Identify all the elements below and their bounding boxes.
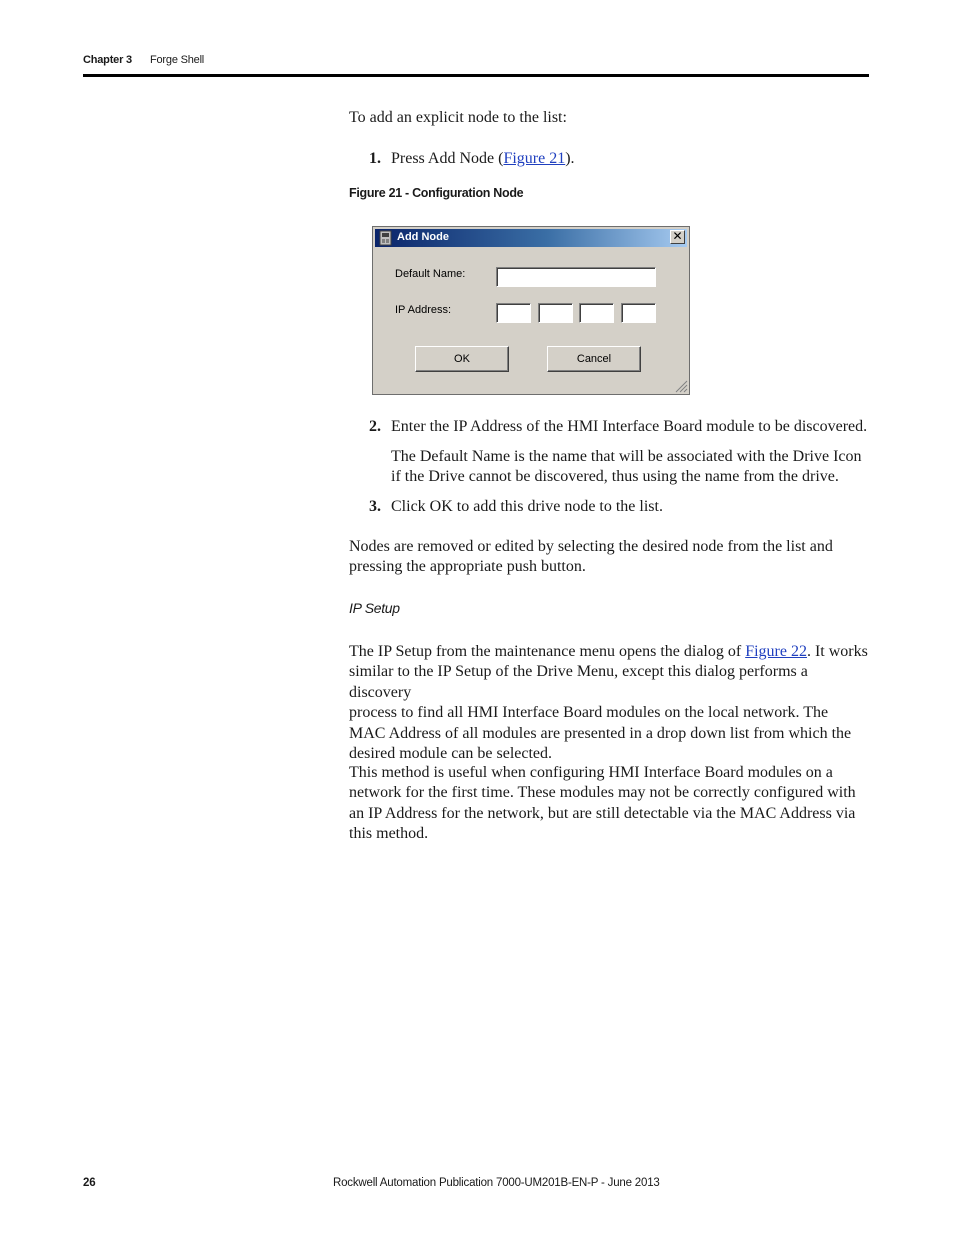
paragraph-line: pressing the appropriate push button.	[349, 558, 586, 576]
line-text: The IP Setup from the maintenance menu opens the dialog of	[349, 643, 746, 660]
paragraph-line: network for the first time. These modules may not be correctly configured with	[349, 784, 856, 802]
ip-octet-4-input[interactable]	[621, 303, 656, 323]
resize-grip-icon[interactable]	[675, 380, 688, 393]
default-name-label: Default Name:	[395, 268, 466, 280]
ip-octet-2-input[interactable]	[538, 303, 573, 323]
ip-octet-3-input[interactable]	[579, 303, 614, 323]
step-text-end: ).	[565, 150, 575, 167]
ip-setup-heading: IP Setup	[349, 600, 400, 616]
paragraph-line: this method.	[349, 825, 429, 843]
intro-text: To add an explicit node to the list:	[349, 109, 567, 126]
paragraph-line: process to find all HMI Interface Board modules on the local network. The	[349, 704, 829, 722]
default-name-input[interactable]	[496, 267, 656, 287]
figure-22-link[interactable]: Figure 22	[745, 643, 807, 660]
ok-button[interactable]: OK	[415, 346, 509, 372]
chapter-title: Forge Shell	[150, 54, 205, 66]
paragraph-line	[349, 642, 869, 662]
note-line: if the Drive cannot be discovered, thus using the name from the drive.	[391, 468, 839, 486]
app-icon	[378, 230, 394, 246]
close-icon[interactable]: ✕	[670, 230, 685, 244]
add-node-dialog	[372, 226, 690, 395]
figure-caption: Figure 21 - Configuration Node	[349, 186, 524, 200]
note-line: The Default Name is the name that will be associated with the Drive Icon	[391, 448, 862, 465]
dialog-title: Add Node	[397, 231, 449, 243]
step-number: 2.	[369, 418, 381, 435]
ip-setup-paragraph	[349, 642, 869, 764]
paragraph-line: an IP Address for the network, but are still detectable via the MAC Address via	[349, 804, 856, 822]
ip-address-label: IP Address:	[395, 304, 452, 316]
paragraph-line: desired module can be selected.	[349, 745, 553, 763]
step-text: Click OK to add this drive node to the list.	[391, 498, 663, 515]
page-number: 26	[83, 1177, 96, 1189]
header-rule	[83, 74, 869, 77]
paragraph-line: similar to the IP Setup of the Drive Menu, except this dialog performs a discovery	[349, 663, 808, 701]
cancel-button[interactable]: Cancel	[547, 346, 641, 372]
default-name-note	[391, 447, 871, 488]
step-number: 1.	[369, 150, 381, 167]
step-3	[369, 497, 663, 517]
step-2	[369, 417, 867, 437]
step-text: Press Add Node (	[391, 150, 504, 167]
step-1	[369, 149, 575, 169]
ip-octet-1-input[interactable]	[496, 303, 531, 323]
line-text-end: . It works	[806, 643, 868, 660]
chapter-label: Chapter 3	[83, 54, 132, 66]
nodes-paragraph	[349, 537, 869, 578]
step-text: Enter the IP Address of the HMI Interface Board module to be discovered.	[391, 418, 868, 435]
paragraph-line: Nodes are removed or edited by selecting the desired node from the list and	[349, 538, 833, 555]
method-paragraph	[349, 763, 869, 845]
publication-info: Rockwell Automation Publication 7000-UM201B-EN-P - June 2013	[333, 1177, 660, 1189]
paragraph-line: MAC Address of all modules are presented in a drop down list from which the	[349, 724, 852, 742]
paragraph-line: This method is useful when configuring HMI Interface Board modules on a	[349, 764, 833, 781]
dialog-titlebar[interactable]	[375, 229, 687, 247]
figure-21-link[interactable]: Figure 21	[503, 150, 566, 167]
step-number: 3.	[369, 498, 381, 515]
